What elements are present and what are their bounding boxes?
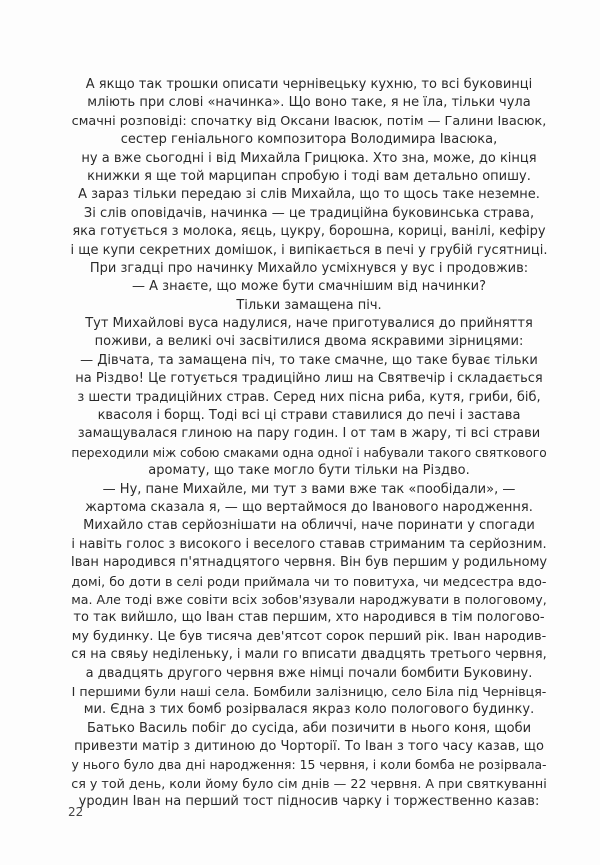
text-line: поживи, а великі очі засвітилися двома яскравими зірницями: <box>94 334 524 350</box>
text-line: домі, бо доти в селі роди приймала чи то повитуха, чи медсестра вдо- <box>71 573 547 589</box>
text-line: і ще купи секретних домішок, і випікається в печі у грубій гусятниці. <box>70 242 548 258</box>
text-line: яка готується з молока, яєць, цукру, борошна, кориці, ванілі, кефіру <box>72 224 546 240</box>
text-line: а двадцять другого червня вже німці почали бомбити Буковину. <box>85 665 533 681</box>
text-line: книжки я ще той марципан спробую і тоді вам детально опишу. <box>87 168 531 184</box>
text-line: сестер геніального композитора Володимира Івасюка, <box>120 132 498 148</box>
text-line: замащувалася глиною на пару годин. І от там в жару, ті всі страви <box>77 426 541 442</box>
text-line: Батько Василь побіг до сусіда, аби позичити в нього коня, щоби <box>86 720 532 736</box>
text-line: уродин Іван на перший тост підносив чарку і торжественно казав: <box>78 794 540 810</box>
text-line: — Дівчата, та замащена піч, то таке смачне, що таке буває тільки <box>80 352 538 368</box>
body-text <box>70 76 548 812</box>
text-line: і навіть голос з високого і веселого ставав стриманим та серйозним. <box>71 536 547 552</box>
text-line: При згадці про начинку Михайло усміхнувся у вус і продовжив: <box>89 260 529 276</box>
text-line: ся на свяьу неділеньку, і мали го вписати двадцять третього червня, <box>71 647 547 663</box>
text-line: на Різдво! Це готується традиційно лиш на Святвечір і складається <box>75 371 543 387</box>
text-line: смачні розповіді: спочатку від Оксани Івасюк, потім — Галини Івасюк, <box>71 113 547 129</box>
text-line: А зараз тільки передаю зі слів Михайла, що то щось таке неземне. <box>78 187 540 203</box>
text-line: — Ну, пане Михайле, ми тут з вами вже так «пообідали», — <box>102 481 516 497</box>
text-line: Тут Михайлові вуса надулися, наче приготувалися до прийняття <box>85 316 533 332</box>
text-line: — А знаєте, що може бути смачнішим від начинки? <box>132 279 486 295</box>
text-line: з шести традиційних страв. Серед них пісна риба, кутя, гриби, біб, <box>77 389 541 405</box>
text-line: Іван народився п'ятнадцятого червня. Він був першим у родильному <box>70 555 548 571</box>
text-line: то так вийшло, що Іван став першим, хто народився в тім пологово- <box>73 610 545 626</box>
text-line: І першими були наші села. Бомбили залізницю, село Біла під Чернівця- <box>71 683 547 699</box>
text-line: ма. Але тоді вже совіти всіх зобов'язували народжувати в пологовому, <box>71 591 547 607</box>
text-line: аромату, що таке могло бути тільки на Різдво. <box>148 463 470 479</box>
text-line: А якщо так трошки описати чернівецьку кухню, то всі буковинці <box>85 77 533 92</box>
text-line: привезти матір з дитиною до Чорторії. То Іван з того часу казав, що <box>74 739 544 755</box>
text-line: Зі слів оповідачів, начинка — це традиційна буковинська страва, <box>83 205 535 221</box>
text-line: у нього було два дні народження: 15 червня, і коли бомба не розірвала- <box>71 757 547 773</box>
text-line: му будинку. Це був тисяча дев'ятсот сорок перший рік. Іван народив- <box>71 628 547 644</box>
text-line: мліють при слові «начинка». Що воно таке, я не їла, тільки чула <box>87 95 531 111</box>
page-number: 22 <box>68 805 84 819</box>
text-line: Михайло став серйознішати на обличчі, наче поринати у спогади <box>83 518 535 534</box>
text-line: ся у той день, коли йому було сім днів — 22 червня. А при святкуванні <box>71 775 547 791</box>
text-line: ну а вже сьогодні і від Михайла Грицюка. Хто зна, може, до кінця <box>81 150 537 166</box>
text-line: квасоля і борщ. Тоді всі ці страви ставилися до печі і застава <box>97 408 521 424</box>
text-line: ми. Єдна з тих бомб розірвалася якраз коло пологового будинку. <box>83 702 535 718</box>
text-line: переходили між собою смаками одна одної і набували такого святкового <box>71 445 547 460</box>
text-line: жартома сказала я, — що вертаймося до Іванового народження. <box>85 499 533 515</box>
text-line: Тільки замащена піч. <box>236 297 382 313</box>
